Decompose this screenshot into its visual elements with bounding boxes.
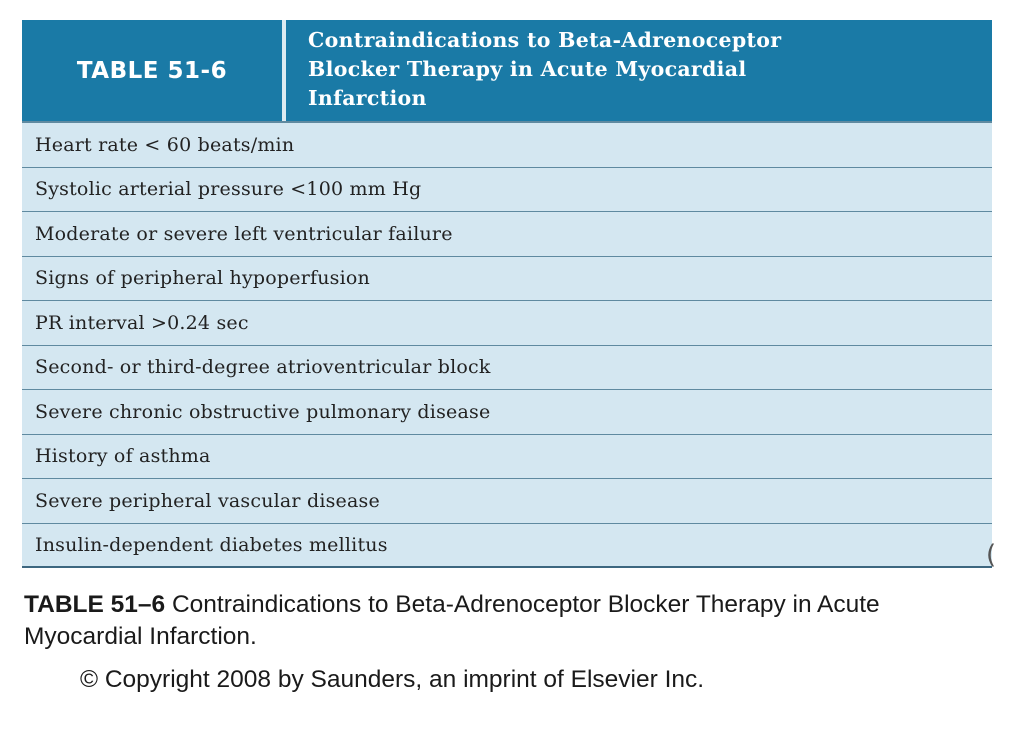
caption-label: TABLE 51–6 (24, 591, 166, 618)
table-row: Systolic arterial pressure <100 mm Hg (22, 168, 992, 213)
contraindications-table (22, 20, 992, 568)
table-row: Heart rate < 60 beats/min (22, 123, 992, 168)
table-row: Moderate or severe left ventricular failure (22, 212, 992, 257)
page-edge-mark-icon: ( (986, 540, 997, 570)
table-row: Second- or third-degree atrioventricular block (22, 346, 992, 391)
table-title (286, 20, 992, 121)
figure-caption (24, 589, 984, 653)
table-title-line: Infarction (308, 86, 427, 110)
table-row: Signs of peripheral hypoperfusion (22, 257, 992, 302)
copyright-notice: © Copyright 2008 by Saunders, an imprint of Elsevier Inc. (80, 666, 705, 693)
table-row: Severe chronic obstructive pulmonary disease (22, 390, 992, 435)
header-divider (282, 20, 286, 121)
table-body (22, 121, 992, 568)
table-row: History of asthma (22, 435, 992, 480)
table-title-line: Blocker Therapy in Acute Myocardial (308, 57, 747, 81)
table-number: TABLE 51-6 (76, 57, 228, 84)
table-row: Severe peripheral vascular disease (22, 479, 992, 524)
table-row: Insulin-dependent diabetes mellitus (22, 524, 992, 569)
table-title-line: Contraindications to Beta-Adrenoceptor (308, 28, 782, 52)
table-header (22, 20, 992, 121)
table-row: PR interval >0.24 sec (22, 301, 992, 346)
caption-text: Contraindications to Beta-Adrenoceptor Blocker Therapy in Acute Myocardial Infarction. (24, 591, 880, 650)
